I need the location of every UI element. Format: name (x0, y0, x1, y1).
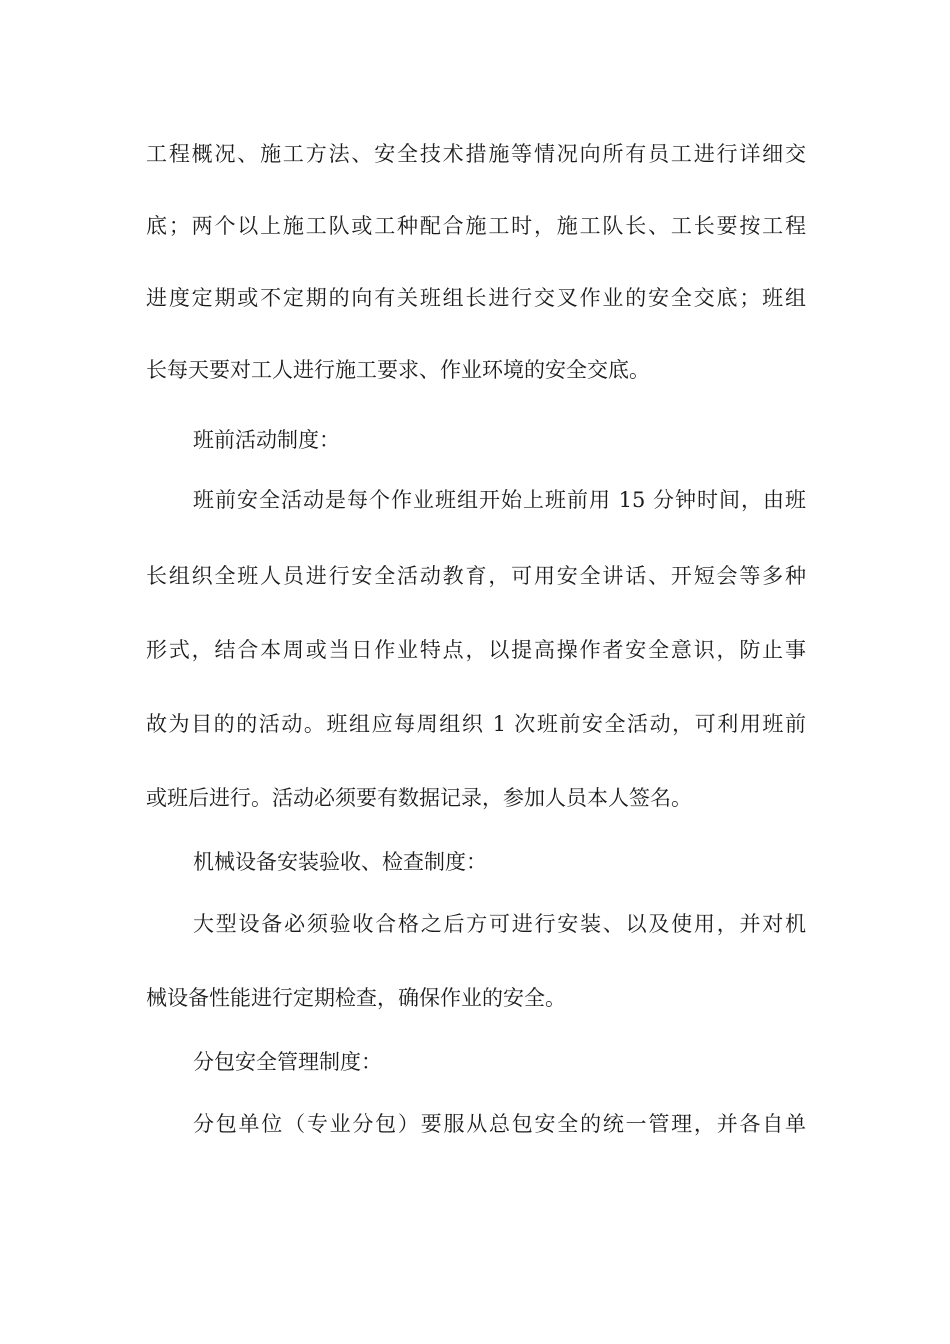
body-text-line: 形式，结合本周或当日作业特点，以提高操作者安全意识，防止事 (146, 638, 806, 662)
section-heading-equipment-inspection: 机械设备安装验收、检查制度： (193, 850, 487, 874)
body-text-line: 大型设备必须验收合格之后方可进行安装、以及使用，并对机 (193, 912, 806, 936)
section-heading-pre-shift-activity: 班前活动制度： (193, 428, 340, 452)
body-text-line: 长组织全班人员进行安全活动教育，可用安全讲话、开短会等多种 (146, 564, 806, 588)
body-text-line: 或班后进行。活动必须要有数据记录，参加人员本人签名。 (146, 786, 692, 810)
body-text-line: 工程概况、施工方法、安全技术措施等情况向所有员工进行详细交 (146, 142, 806, 166)
body-text-line: 长每天要对工人进行施工要求、作业环境的安全交底。 (146, 358, 650, 382)
body-text-line: 进度定期或不定期的向有关班组长进行交叉作业的安全交底；班组 (146, 286, 806, 310)
body-text-line: 故为目的的活动。班组应每周组织 1 次班前安全活动，可利用班前 (146, 712, 806, 736)
body-text-line: 底；两个以上施工队或工种配合施工时，施工队长、工长要按工程 (146, 214, 806, 238)
section-heading-subcontract-safety: 分包安全管理制度： (193, 1050, 382, 1074)
body-text-line: 分包单位（专业分包）要服从总包安全的统一管理，并各自单 (193, 1112, 806, 1136)
body-text-line: 班前安全活动是每个作业班组开始上班前用 15 分钟时间，由班 (193, 488, 806, 512)
body-text-line: 械设备性能进行定期检查，确保作业的安全。 (146, 986, 566, 1010)
